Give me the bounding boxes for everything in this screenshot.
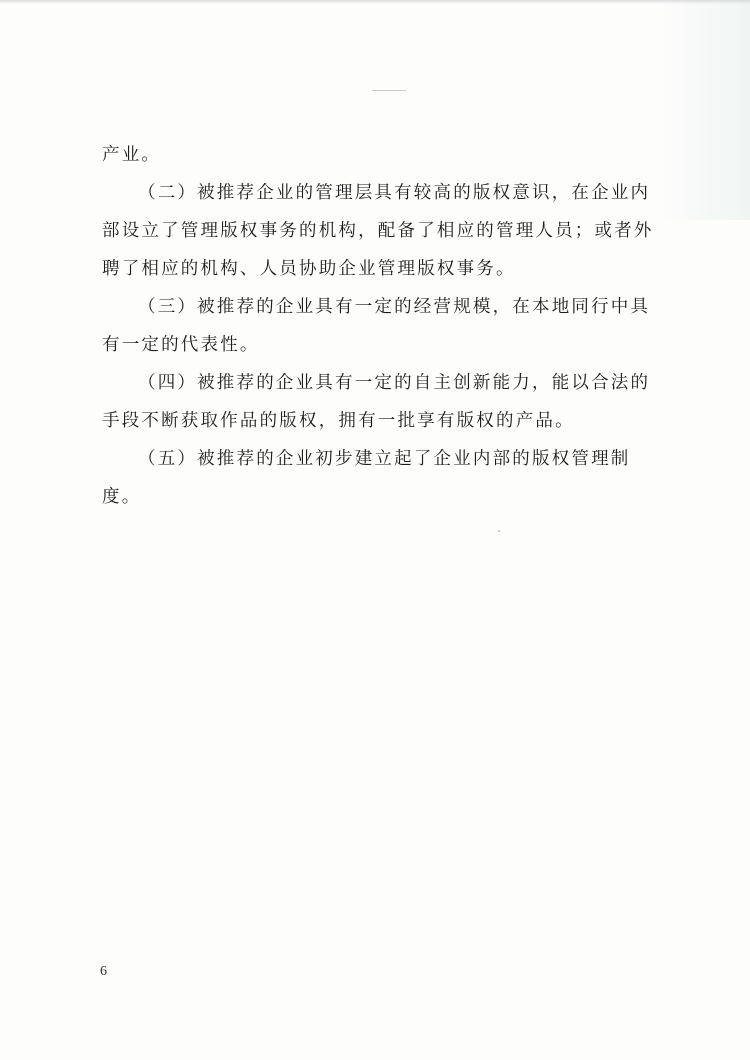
body-text bbox=[102, 136, 664, 516]
text-line-10: 度。 bbox=[102, 487, 142, 507]
text-line-3: 部设立了管理版权事务的机构，配备了相应的管理人员；或者外 bbox=[102, 221, 654, 241]
text-line-2: （二）被推荐企业的管理层具有较高的版权意识，在企业内 bbox=[138, 183, 651, 203]
scan-mark bbox=[372, 90, 406, 91]
text-line-9: （五）被推荐的企业初步建立起了企业内部的版权管理制 bbox=[138, 449, 631, 469]
text-line-4: 聘了相应的机构、人员协助企业管理版权事务。 bbox=[102, 259, 516, 279]
scan-edge-right bbox=[660, 0, 750, 220]
text-line-8: 手段不断获取作品的版权，拥有一批享有版权的产品。 bbox=[102, 411, 575, 431]
text-line-7: （四）被推荐的企业具有一定的自主创新能力，能以合法的 bbox=[138, 373, 651, 393]
scan-dot bbox=[498, 530, 500, 532]
text-line-1: 产业。 bbox=[102, 145, 162, 165]
page-number: 6 bbox=[100, 964, 107, 979]
text-line-6: 有一定的代表性。 bbox=[102, 335, 260, 355]
scan-edge-top bbox=[0, 0, 750, 4]
text-line-5: （三）被推荐的企业具有一定的经营规模，在本地同行中具 bbox=[138, 297, 651, 317]
